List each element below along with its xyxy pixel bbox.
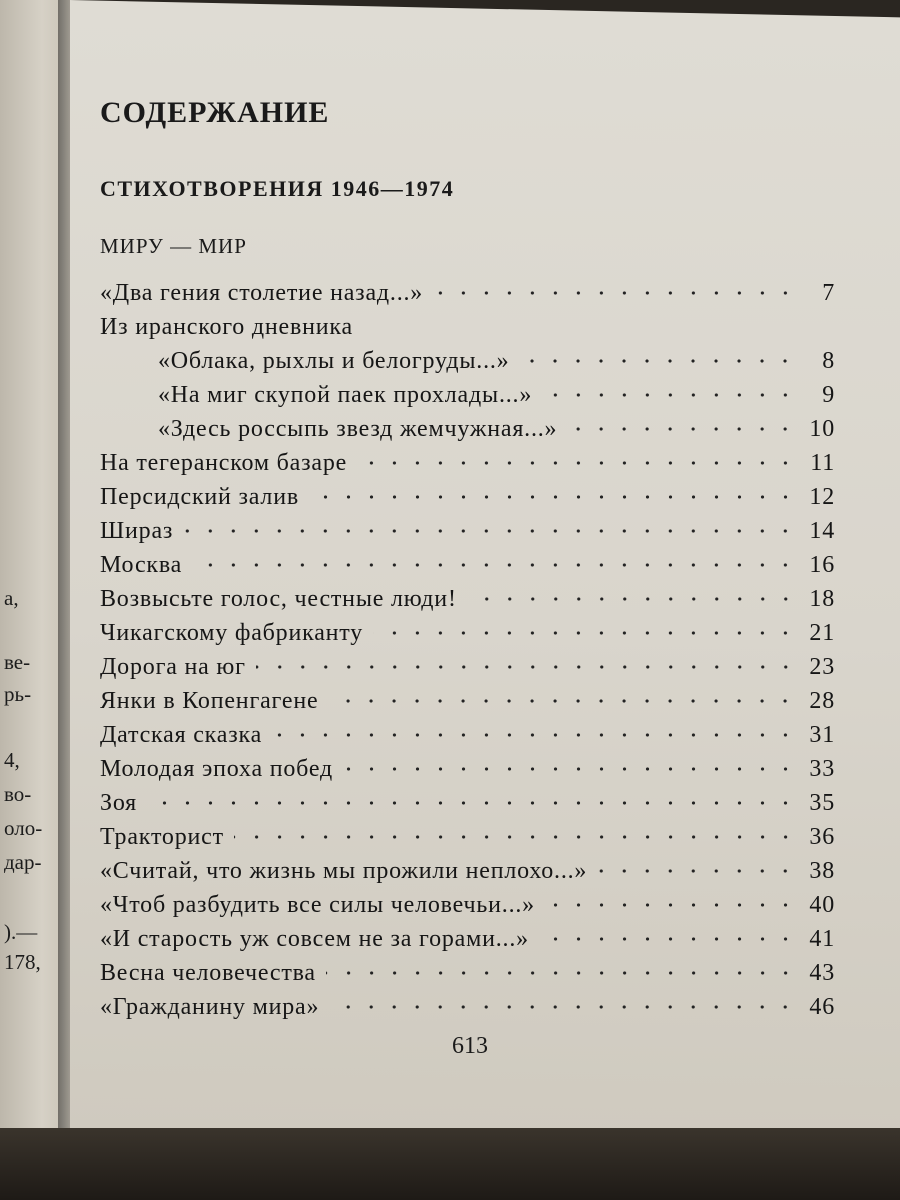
- left-page-fragment: а,: [4, 586, 19, 610]
- toc-entry: [100, 752, 835, 786]
- toc-entry: [100, 888, 835, 922]
- leader-dots: [373, 629, 797, 637]
- entry-page: 35: [809, 790, 835, 816]
- toc-entry: [100, 990, 835, 1024]
- entry-page: 43: [809, 960, 835, 986]
- leader-dots: [357, 459, 797, 467]
- toc-entry: [100, 344, 835, 378]
- entry-title: «На миг скупой паек прохлады...»: [158, 382, 533, 408]
- entry-title: Персидский залив: [100, 484, 299, 510]
- entry-page: 11: [810, 450, 835, 476]
- entry-page: 36: [809, 824, 835, 850]
- leader-dots: [256, 663, 797, 671]
- book-bottom-shadow: [0, 1128, 900, 1200]
- entry-title: Москва: [100, 552, 183, 578]
- entry-title: Из иранского дневника: [100, 314, 353, 340]
- toc-entry: [100, 548, 835, 582]
- toc-entry: [100, 446, 835, 480]
- leader-dots: [329, 1003, 797, 1011]
- entry-title: Датская сказка: [100, 722, 263, 748]
- entry-title: На тегеранском базаре: [100, 450, 348, 476]
- toc-entry: [100, 378, 835, 412]
- entry-title: Янки в Копенгагене: [100, 688, 319, 714]
- leader-dots: [328, 697, 797, 705]
- page-title: СОДЕРЖАНИЕ: [100, 96, 330, 129]
- toc-entry: [100, 854, 835, 888]
- entry-title: Зоя: [100, 790, 138, 816]
- entry-page: 12: [809, 484, 835, 510]
- left-page-fragment: 178,: [4, 950, 41, 974]
- toc-entry: [100, 276, 835, 310]
- leader-dots: [326, 969, 797, 977]
- toc-entry: [100, 820, 835, 854]
- left-page-fragment: оло-: [4, 816, 43, 840]
- leader-dots: [545, 901, 797, 909]
- toc-entry: [100, 480, 835, 514]
- toc-entry: [100, 514, 835, 548]
- entry-page: 21: [809, 620, 835, 646]
- toc-entry: [100, 650, 835, 684]
- toc-entry: [100, 310, 835, 344]
- toc-entry: [100, 718, 835, 752]
- left-page-fragment: рь-: [4, 682, 32, 706]
- entry-title: «Здесь россыпь звезд жемчужная...»: [158, 416, 558, 442]
- entry-page: 40: [809, 892, 835, 918]
- entry-title: Дорога на юг: [100, 654, 246, 680]
- toc-entry: [100, 956, 835, 990]
- leader-dots: [234, 833, 797, 841]
- entry-title: «Считай, что жизнь мы прожили неплохо...»: [100, 858, 588, 884]
- entry-page: 16: [809, 552, 835, 578]
- leader-dots: [309, 493, 797, 501]
- entry-page: 38: [809, 858, 835, 884]
- leader-dots: [467, 595, 797, 603]
- entry-page: 46: [809, 994, 835, 1020]
- entry-page: 33: [809, 756, 835, 782]
- leader-dots: [519, 357, 797, 365]
- leader-dots: [343, 765, 797, 773]
- toc-entry: [100, 412, 835, 446]
- toc-entry: [100, 684, 835, 718]
- entry-title: Тракторист: [100, 824, 224, 850]
- entry-page: 10: [809, 416, 835, 442]
- leader-dots: [433, 289, 797, 297]
- left-page-fragment: во-: [4, 782, 32, 806]
- left-page-fragment: ве-: [4, 650, 31, 674]
- toc-entry: [100, 616, 835, 650]
- entry-page: 7: [822, 280, 835, 306]
- toc-entry: [100, 922, 835, 956]
- entry-page: 28: [809, 688, 835, 714]
- leader-dots: [539, 935, 797, 943]
- toc-entry: [100, 786, 835, 820]
- entry-page: 8: [822, 348, 835, 374]
- leader-dots: [147, 799, 797, 807]
- entry-page: 14: [809, 518, 835, 544]
- entry-page: 9: [822, 382, 835, 408]
- toc-entry: [100, 582, 835, 616]
- entry-title: Весна человечества: [100, 960, 316, 986]
- entry-title: «И старость уж совсем не за горами...»: [100, 926, 529, 952]
- entry-title: «Два гения столетие назад...»: [100, 280, 424, 306]
- entry-page: 23: [809, 654, 835, 680]
- page-number: 613: [452, 1033, 488, 1059]
- entry-title: «Гражданину мира»: [100, 994, 320, 1020]
- entry-page: 31: [809, 722, 835, 748]
- entry-page: 41: [809, 926, 835, 952]
- leader-dots: [183, 527, 797, 535]
- leader-dots: [542, 391, 797, 399]
- entry-title: Шираз: [100, 518, 174, 544]
- leader-dots: [272, 731, 797, 739]
- left-page-fragment: дар-: [4, 850, 42, 874]
- leader-dots: [597, 867, 797, 875]
- entry-title: Молодая эпоха побед: [100, 756, 333, 782]
- entry-page: 18: [809, 586, 835, 612]
- leader-dots: [192, 561, 797, 569]
- entry-title: Возвысьте голос, честные люди!: [100, 586, 457, 612]
- left-page-fragment: 4,: [4, 748, 20, 772]
- entry-title: Чикагскому фабриканту: [100, 620, 364, 646]
- leader-dots: [567, 425, 797, 433]
- entry-title: «Чтоб разбудить все силы человечьи...»: [100, 892, 535, 918]
- cycle-heading: МИРУ — МИР: [100, 234, 247, 258]
- toc-list: [100, 276, 835, 1024]
- left-page-fragment: ).—: [4, 920, 38, 944]
- entry-title: «Облака, рыхлы и белогруды...»: [158, 348, 510, 374]
- section-heading: СТИХОТВОРЕНИЯ 1946—1974: [100, 176, 455, 201]
